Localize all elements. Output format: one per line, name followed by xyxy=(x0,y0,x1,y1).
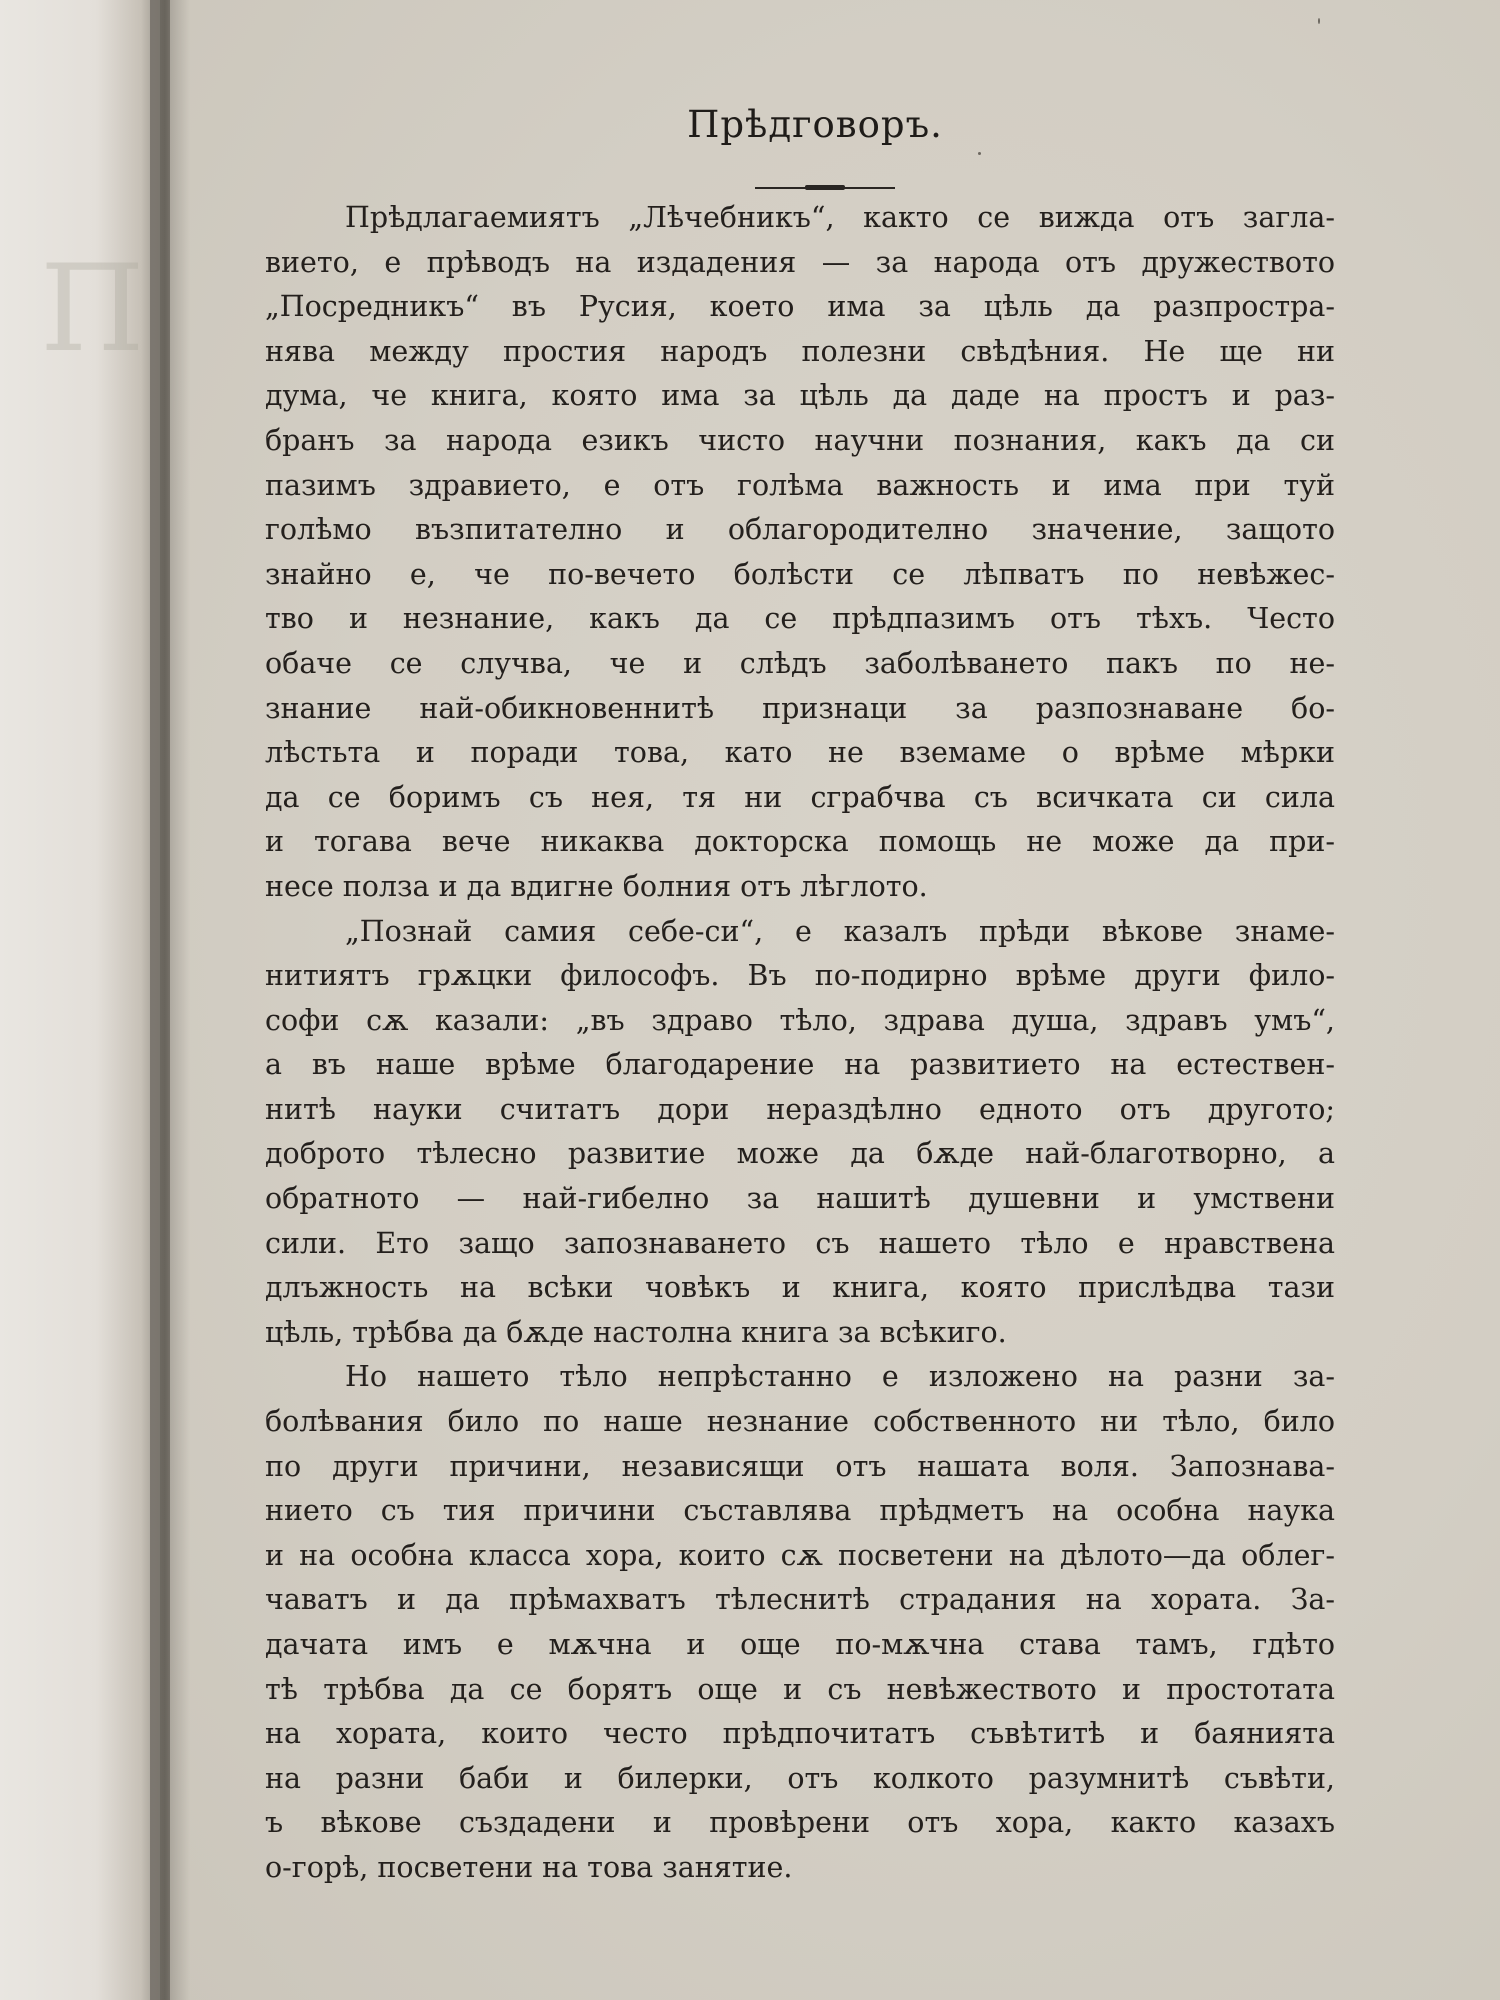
text-line: сили. Ето защо запознаването съ нашето тѣло е нравствена xyxy=(265,1226,1335,1260)
text-line: и на особна класса хора, които сѫ посветени на дѣлото—да облег- xyxy=(265,1538,1335,1572)
text-line: тво и незнание, какъ да се прѣдпазимъ отъ тѣхъ. Често xyxy=(265,602,1335,636)
previous-page-edge xyxy=(0,0,160,2000)
text-line: на разни баби и билерки, отъ колкото разумнитѣ съвѣти, xyxy=(265,1761,1335,1795)
text-line: дума, че книга, която има за цѣль да даде на простъ и раз- xyxy=(265,379,1335,413)
text-line: о-горѣ, посветени на това занятие. xyxy=(265,1850,793,1884)
text-line: и тогава вече никаква докторска помощь не може да при- xyxy=(265,825,1335,859)
page-title: Прѣдговоръ. xyxy=(687,103,943,146)
text-line: вието, е прѣводъ на издадения — за народа отъ дружеството xyxy=(265,245,1335,279)
text-line: нява между простия народъ полезни свѣдѣния. Не ще ни xyxy=(265,334,1335,368)
text-line: тѣ трѣбва да се борятъ още и съ невѣжеството и простотата xyxy=(265,1672,1335,1706)
text-line: по други причини, независящи отъ нашата воля. Запознава- xyxy=(265,1449,1335,1483)
text-line: длъжность на всѣки човѣкъ и книга, която прислѣдва тази xyxy=(265,1271,1335,1305)
text-line: софи сѫ казали: „въ здраво тѣло, здрава душа, здравъ умъ“, xyxy=(265,1003,1335,1037)
text-line: Прѣдлагаемиятъ „Лѣчебникъ“, както се вижда отъ загла- xyxy=(345,201,1335,234)
text-line: пазимъ здравието, е отъ голѣма важность и има при туй xyxy=(265,468,1335,502)
text-line: цѣль, трѣбва да бѫде настолна книга за всѣкиго. xyxy=(265,1315,1007,1349)
text-line: нитѣ науки считатъ дори нераздѣлно едното отъ другото; xyxy=(265,1092,1335,1126)
text-line: обратното — най-гибелно за нашитѣ душевни и умствени xyxy=(265,1182,1335,1216)
text-line: знайно е, че по-вечето болѣсти се лѣпватъ по невѣжес- xyxy=(265,557,1335,591)
text-line: на хората, които често прѣдпочитатъ съвѣтитѣ и баянията xyxy=(265,1717,1335,1751)
text-line: нитиятъ грѫцки философъ. Въ по-подирно врѣме други фило- xyxy=(265,959,1335,993)
text-line: чаватъ и да прѣмахватъ тѣлеснитѣ страдания на хората. За- xyxy=(265,1583,1335,1617)
text-line: дачата имъ е мѫчна и още по-мѫчна става тамъ, гдѣто xyxy=(265,1628,1335,1661)
text-line: несе полза и да вдигне болния отъ лѣглото. xyxy=(265,869,928,903)
text-line: голѣмо възпитателно и облагородително значение, защото xyxy=(265,513,1335,547)
text-line: „Познай самия себе-си“, е казалъ прѣди вѣкове знаме- xyxy=(345,914,1335,948)
text-line: да се боримъ съ нея, тя ни сграбчва съ всичката си сила xyxy=(265,780,1335,814)
text-line: „Посредникъ“ въ Русия, което има за цѣль да разпростра- xyxy=(265,290,1335,324)
text-line: лѣстьта и поради това, като не вземаме о врѣме мѣрки xyxy=(265,736,1335,770)
preface-text xyxy=(265,196,1335,1891)
text-line: знание най-обикновеннитѣ признаци за разпознаване бо- xyxy=(265,691,1335,725)
text-line: болѣвания било по наше незнание собственното ни тѣло, било xyxy=(265,1405,1335,1439)
paper-speck xyxy=(1318,18,1320,24)
text-line: доброто тѣлесно развитие може да бѫде най-благотворно, а xyxy=(265,1137,1335,1171)
spine-shadow xyxy=(150,0,190,2000)
text-line: нието съ тия причини съставлява прѣдметъ на особна наука xyxy=(265,1494,1335,1528)
text-line: бранъ за народа езикъ чисто научни познания, какъ да си xyxy=(265,423,1335,457)
text-line: Но нашето тѣло непрѣстанно е изложено на разни за- xyxy=(345,1360,1335,1394)
title-divider-ornament xyxy=(805,185,845,190)
text-line: ъ вѣкове създадени и провѣрени отъ хора, както казахъ xyxy=(265,1806,1335,1840)
bleed-through-mark: П xyxy=(40,240,145,379)
text-line: обаче се случва, че и слѣдъ заболѣването пакъ по не- xyxy=(265,646,1335,680)
paper-speck xyxy=(978,152,981,155)
text-line: а въ наше врѣме благодарение на развитието на естествен- xyxy=(265,1048,1335,1082)
